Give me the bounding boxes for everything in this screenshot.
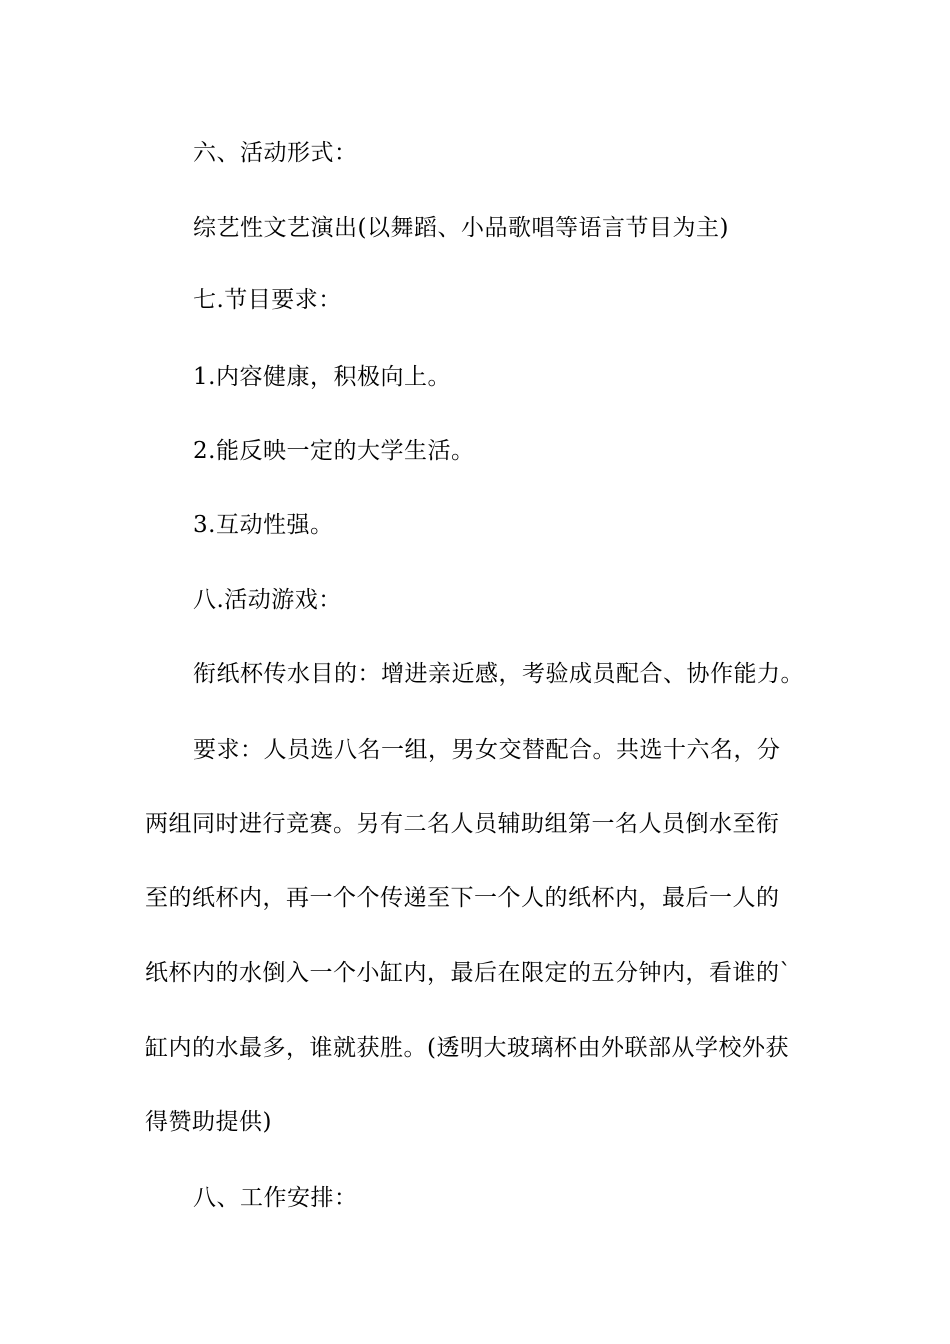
requirement-item-2: 2.能反映一定的大学生活。 (193, 438, 475, 464)
requirement-item-3: 3.互动性强。 (193, 512, 334, 538)
paragraph-game-purpose: 衔纸杯传水目的：增进亲近感，考验成员配合、协作能力。 (193, 661, 804, 687)
section-heading-work-arrangement: 八、工作安排： (193, 1185, 358, 1211)
paragraph-game-rules-line-3: 至的纸杯内，再一个个传递至下一个人的纸杯内，最后一人的 (145, 885, 780, 911)
paragraph-game-rules-line-2: 两组同时进行竞赛。另有二名人员辅助组第一名人员倒水至衔 (145, 811, 780, 837)
paragraph-game-rules-line-1: 要求：人员选八名一组，男女交替配合。共选十六名，分 (193, 737, 781, 763)
section-heading-activity-form: 六、活动形式： (193, 140, 358, 166)
section-heading-activity-game: 八.活动游戏： (193, 587, 342, 613)
paragraph-game-rules-line-6: 得赞助提供) (145, 1109, 272, 1135)
requirement-item-1: 1.内容健康，积极向上。 (193, 364, 451, 390)
paragraph-activity-form: 综艺性文艺演出(以舞蹈、小品歌唱等语言节目为主) (193, 215, 729, 241)
paragraph-game-rules-line-4: 纸杯内的水倒入一个小缸内，最后在限定的五分钟内，看谁的` (145, 960, 792, 986)
section-heading-program-requirements: 七.节目要求： (193, 287, 342, 313)
paragraph-game-rules-line-5: 缸内的水最多，谁就获胜。(透明大玻璃杯由外联部从学校外获 (145, 1035, 789, 1061)
